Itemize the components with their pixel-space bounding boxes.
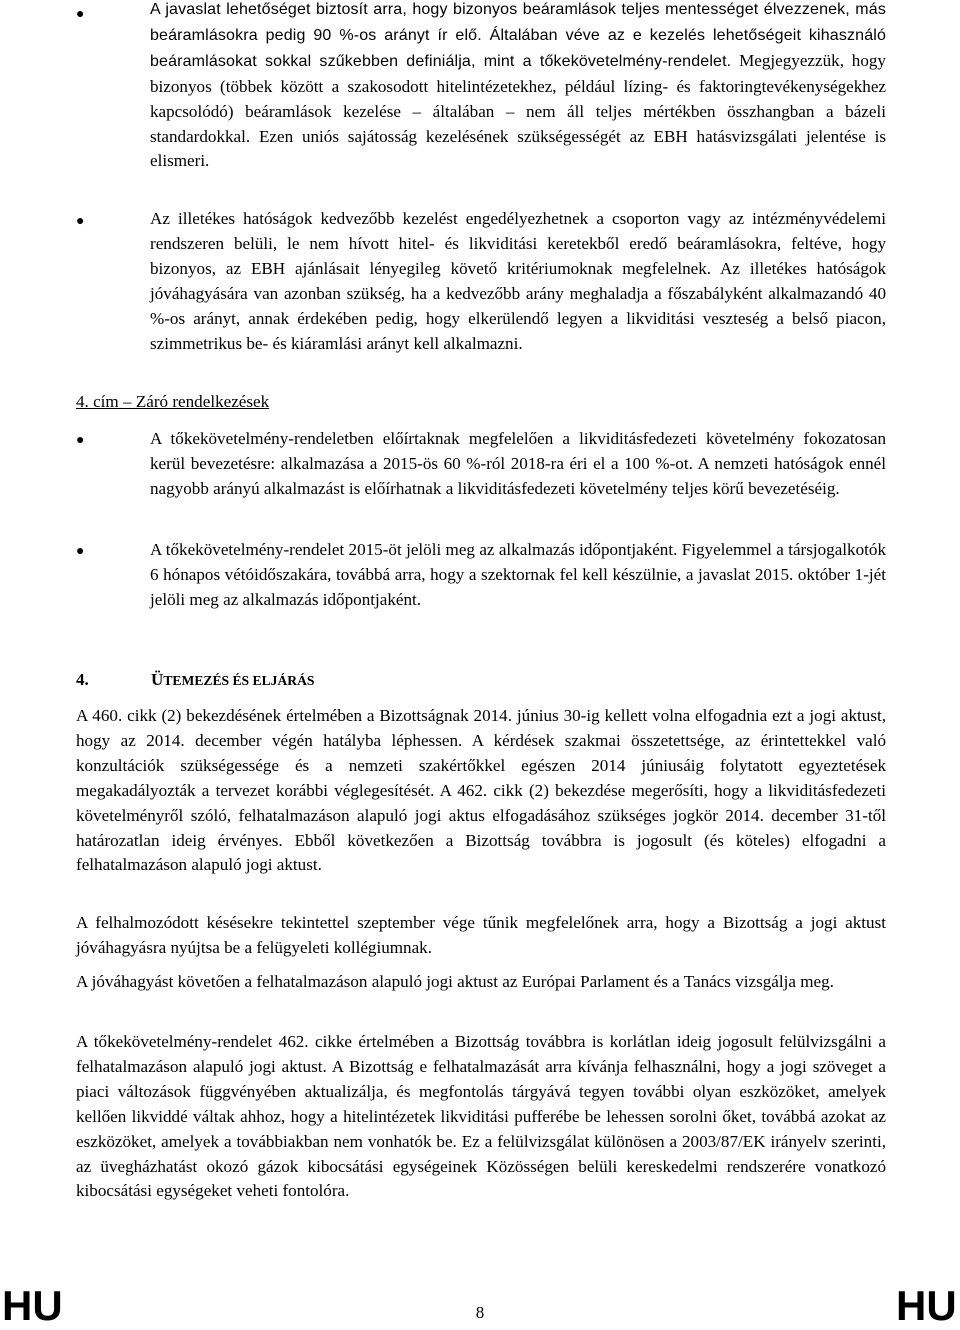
bullet-item-1: [150, 0, 886, 174]
page-number: 8: [475, 1303, 485, 1322]
bullet-icon: ●: [76, 214, 85, 229]
bullet-item-2: Az illetékes hatóságok kedvezőbb kezelést engedélyezhetnek a csoporton vagy az intézményvédelemi rendszeren belüli, le nem hívott hitel- és likviditási keretekből eredő beáramlásokra, feltéve, hogy bizonyos, az EBH ajánlásait lényegileg követő kritériumoknak megfelelnek. Az illetékes hatóságok jóváhagyására van azonban szükség, ha a kedvezőbb arány meghaladja a főszabályként alkalmazandó 40 %-os arányt, annak érdekében pedig, hogy elkerülendő legyen a likviditási veszteség a belső piacon, szimmetrikus be- és kiáramlási arányt kell alkalmazni.: [150, 209, 886, 353]
footer-language-left: HU: [2, 1282, 63, 1329]
bullet-icon: ●: [76, 544, 85, 559]
paragraph-2: A felhalmozódott késésekre tekintettel szeptember vége tűnik megfelelőnek arra, hogy a Bizottság a jogi aktust jóváhagyásra nyújtsa be a felügyeleti kollégiumnak.: [76, 913, 886, 957]
bullet-item-4: A tőkekövetelmény-rendelet 2015-öt jelöli meg az alkalmazás időpontjaként. Figyelemmel a társjogalkotók 6 hónapos vétóidőszakára, továbbá arra, hogy a szektornak fel kell készülnie, a javaslat 2015. október 1-jét jelöli meg az alkalmazás időpontjaként.: [150, 540, 886, 609]
paragraph-3: A jóváhagyást követően a felhatalmazáson alapuló jogi aktust az Európai Parlament és a Tanács vizsgálja meg.: [76, 972, 834, 991]
paragraph-4: A tőkekövetelmény-rendelet 462. cikke értelmében a Bizottság továbbra is korlátlan ideig jogosult felülvizsgálni a felhatalmazáson alapuló jogi aktust. A Bizottság e felhatalmazását arra kívánja felhasználni, hogy a jogi szöveget a piaci változások függvényében aktualizálja, és megfontolás tárgyává tegyen további olyan eszközöket, amelyek kellően likviddé váltak ahhoz, hogy a hitelintézetek likviditási pufferébe be lehessen sorolni őket, továbbá azokat az eszközöket, amelyek a továbbiakban nem vonhatók be. Ez a felülvizsgálat különösen a 2003/87/EK irányelv szerinti, az üvegházhatást okozó gázok kibocsátási egységeinek Közösségen belüli kereskedelmi rendszerére vonatkozó kibocsátási egységeket veheti fontolóra.: [76, 1032, 886, 1201]
footer-language-right: HU: [896, 1282, 957, 1329]
section-number: 4.: [76, 670, 89, 689]
bullet-item-1-sans-text: A javaslat lehetőséget biztosít arra, hogy bizonyos beáramlások teljes mentességet élvezzenek, más beáramlásokra pedig 90 %-os arányt ír elő. Általában véve az e kezelés lehetőségeit kihasználó beáramlásokat sokkal szűkebben definiálja, mint a tőkekövetelmény-rendelet.: [150, 1, 886, 70]
paragraph-1: A 460. cikk (2) bekezdésének értelmében a Bizottságnak 2014. június 30-ig kellett volna elfogadnia ezt a jogi aktust, hogy az 2014. december végén hatályba léphessen. A kérdések szakmai összetettsége, az érintettekkel való konzultációk szükségessége és a nemzeti szakértőkkel egészen 2014 júniusáig folytatott egyeztetések megakadályozták a tervezet korábbi véglegesítését. A 462. cikk (2) bekezdése megerősíti, hogy a likviditásfedezeti követelményről szóló, felhatalmazáson alapuló jogi aktus elfogadásához szükséges jogkör 2014. december 31-től határozatlan ideig érvényes. Ebből következően a Bizottság továbbra is jogosult (és köteles) elfogadni a felhatalmazáson alapuló jogi aktust.: [76, 706, 886, 875]
section-heading: [76, 668, 315, 693]
subheading-title-4: 4. cím – Záró rendelkezések: [76, 392, 270, 411]
section-title: ÜTEMEZÉS ÉS ELJÁRÁS: [151, 670, 315, 689]
bullet-icon: ●: [76, 433, 85, 448]
bullet-item-1-serif-text: Megjegyezzük, hogy bizonyos (többek között a szakosodott hitelintézetekhez, például lízing- és faktoringtevékenységekhez kapcsolódó) beáramlások kezelése – általában – nem áll teljes mértékben összhangban a bázeli standardokkal. Ezen uniós sajátosság kezelésének szükségességét az EBH hatásvizsgálati jelentése is elismeri.: [150, 50, 886, 171]
bullet-item-3: A tőkekövetelmény-rendeletben előírtaknak megfelelően a likviditásfedezeti követelmény fokozatosan kerül bevezetésre: alkalmazása a 2015-ös 60 %-ról 2018-ra éri el a 100 %-ot. A nemzeti hatóságok ennél nagyobb arányú alkalmazást is előírhatnak a likviditásfedezeti követelmény teljes körű bevezetéséig.: [150, 429, 886, 498]
bullet-icon: ●: [76, 7, 85, 22]
